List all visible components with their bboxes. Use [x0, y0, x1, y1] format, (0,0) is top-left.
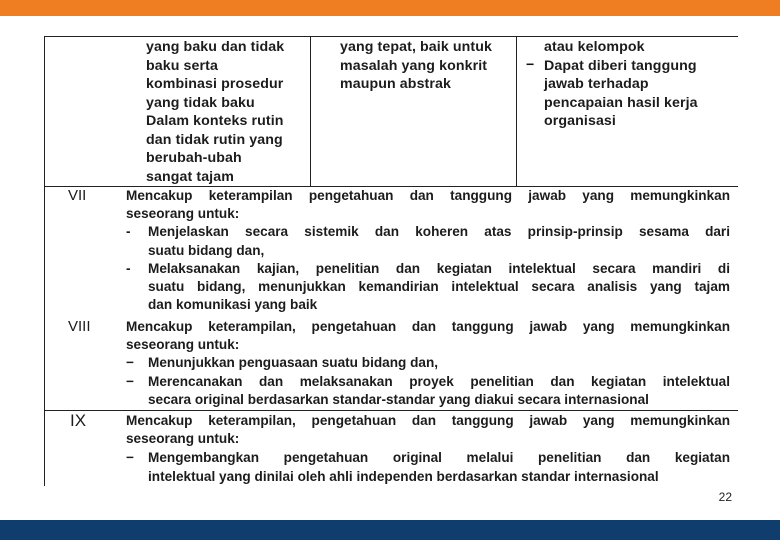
list-item [126, 449, 730, 485]
dash-marker: - [126, 224, 131, 240]
col3-line: pencapaian hasil kerja [544, 94, 698, 111]
intro-line: seseorang untuk: [126, 431, 240, 447]
col1-line: dan tidak rutin yang [146, 131, 283, 148]
top-row-col1 [146, 38, 306, 186]
intro-line: Mencakup keterampilan, pengetahuan dan tanggung jawab yang memungkinkan [126, 413, 730, 428]
item-line: Merencanakan dan melaksanakan proyek penelitian dan kegiatan intelektual [148, 373, 730, 389]
item-line: dan komunikasi yang baik [148, 297, 318, 313]
col1-line: kombinasi prosedur [146, 76, 284, 92]
col2-line: masalah yang konkrit [340, 57, 488, 74]
table-left-border [44, 36, 45, 486]
col1-line: baku serta [146, 57, 218, 74]
item-line: Melaksanakan kajian, penelitian dan kegiatan intelektual secara mandiri di [148, 260, 730, 276]
list-item [126, 223, 730, 259]
kkni-level-table [44, 36, 738, 486]
col3-line: jawab terhadap [544, 76, 649, 92]
intro-line: Mencakup keterampilan, pengetahuan dan tanggung jawab yang memungkinkan [126, 319, 730, 334]
col3-dash: − [526, 56, 535, 72]
page-number: 22 [718, 490, 732, 504]
dash-marker: − [126, 373, 134, 389]
list-item [126, 373, 730, 409]
dash-marker: − [126, 450, 134, 466]
col1-line: yang baku dan tidak [146, 39, 285, 55]
item-line: suatu bidang dan, [148, 242, 265, 258]
col2-line: yang tepat, baik untuk [340, 39, 492, 55]
list-item [126, 354, 730, 372]
item-line: secara original berdasarkan standar-standar yang diakui secara internasional [148, 391, 649, 407]
level-ix-description [126, 412, 730, 486]
item-line: Menjelaskan secara sistemik dan koheren atas prinsip-prinsip sesama dari [148, 224, 730, 240]
intro-line: seseorang untuk: [126, 206, 240, 222]
dash-marker: − [126, 355, 134, 371]
col1-line: sangat tajam [146, 168, 234, 185]
col3-line: atau kelompok [544, 39, 645, 55]
list-item [126, 260, 730, 315]
table-col-divider-1 [310, 36, 311, 186]
col2-line: maupun abstrak [340, 76, 451, 92]
level-vii-description [126, 187, 730, 314]
level-label-ix: IX [70, 411, 87, 430]
col1-line: Dalam konteks rutin [146, 113, 284, 129]
intro-line: seseorang untuk: [126, 337, 240, 353]
col3-line: Dapat diberi tanggung [544, 57, 697, 74]
level-label-vii: VII [68, 187, 87, 204]
top-row-col2 [340, 38, 510, 94]
level-label-viii: VIII [68, 318, 91, 335]
item-line: Menunjukkan penguasaan suatu bidang dan, [148, 355, 439, 371]
top-row-col3 [544, 38, 734, 131]
item-line: intelektual yang dinilai oleh ahli independen berdasarkan standar internasional [148, 468, 659, 484]
level-viii-description [126, 318, 730, 409]
table-col-divider-2 [516, 36, 517, 186]
top-accent-bar [0, 0, 780, 16]
intro-line: Mencakup keterampilan pengetahuan dan tanggung jawab yang memungkinkan [126, 188, 730, 203]
table-top-border [44, 36, 738, 37]
row-divider-ix [44, 410, 738, 411]
item-line: suatu bidang, menunjukkan kemandirian intelektual secara analisis yang tajam [148, 279, 730, 295]
col3-line: organisasi [544, 113, 616, 129]
col1-line: yang tidak baku [146, 94, 255, 111]
col1-line: berubah-ubah [146, 150, 242, 166]
item-line: Mengembangkan pengetahuan original melalui penelitian dan kegiatan [148, 450, 730, 466]
dash-marker: - [126, 260, 131, 276]
bottom-footer-bar [0, 520, 780, 540]
